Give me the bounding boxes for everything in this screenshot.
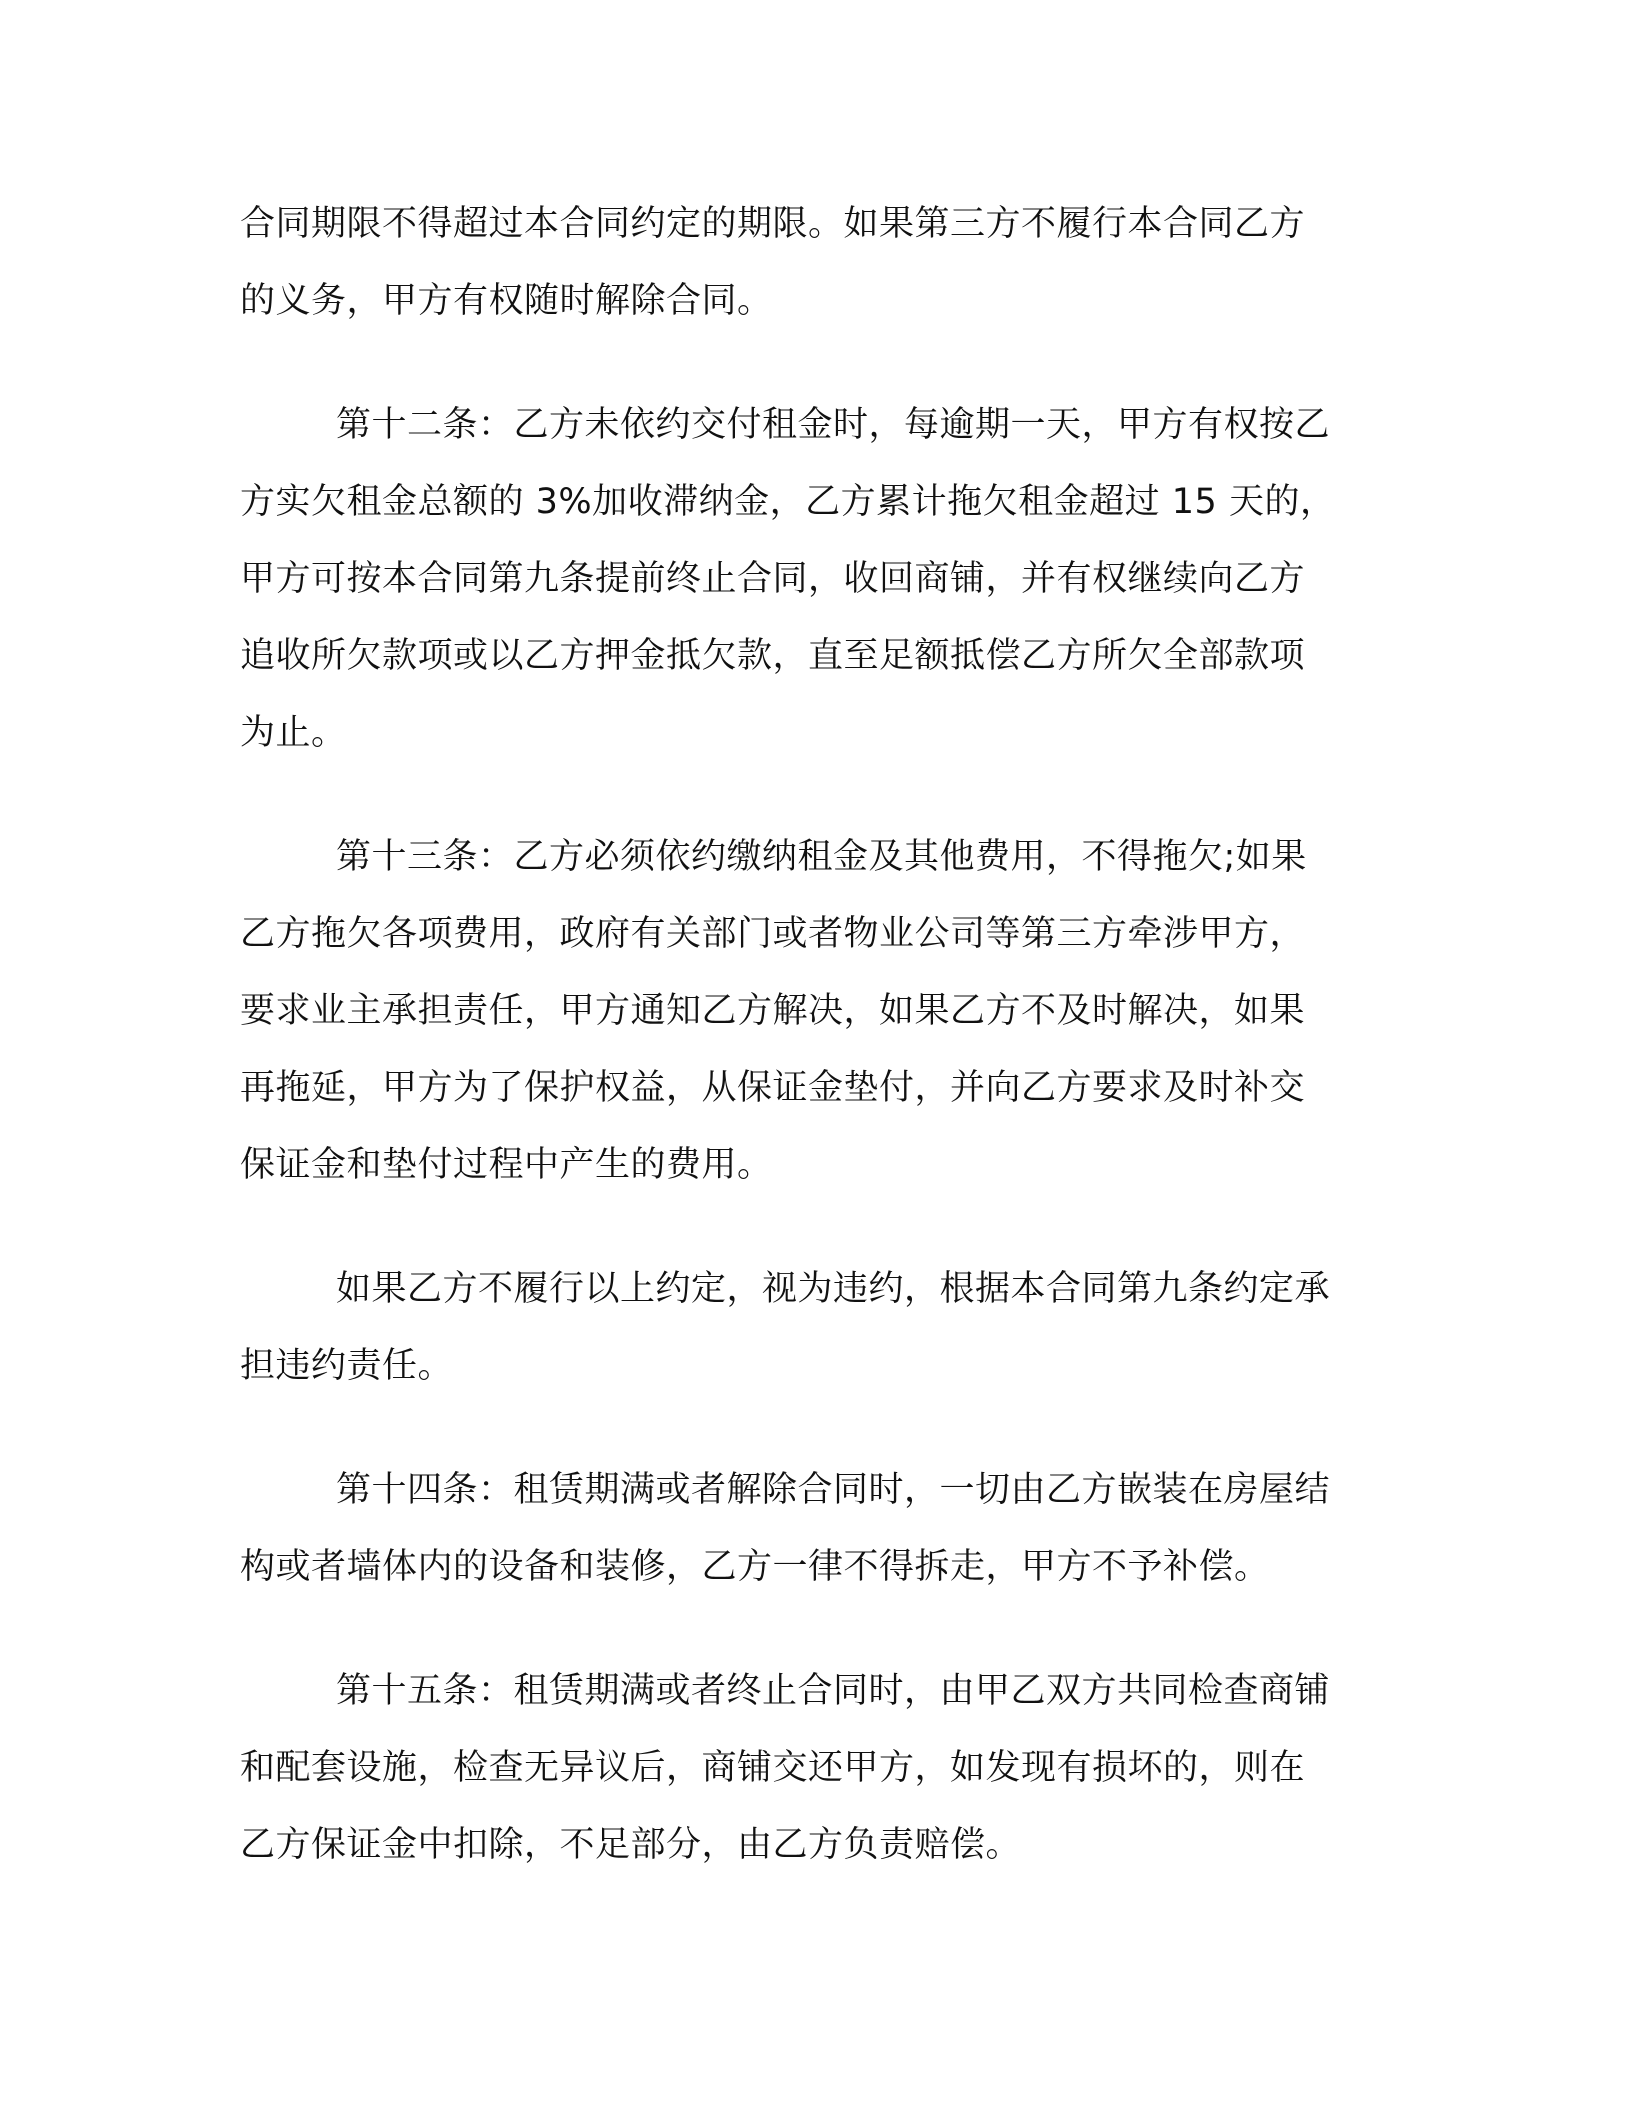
text-line: 第十四条：租赁期满或者解除合同时，一切由乙方嵌装在房屋结 [336, 1470, 1331, 1510]
paragraph-breach-clause [240, 1251, 1370, 1405]
text-line: 保证金和垫付过程中产生的费用。 [240, 1145, 773, 1185]
paragraph-article-13 [240, 819, 1370, 1204]
paragraph-article-15 [240, 1653, 1370, 1884]
text-line: 为止。 [240, 713, 347, 753]
text-line: 再拖延，甲方为了保护权益，从保证金垫付，并向乙方要求及时补交 [240, 1068, 1306, 1108]
text-line: 要求业主承担责任，甲方通知乙方解决，如果乙方不及时解决，如果 [240, 991, 1306, 1031]
text-line: 构或者墙体内的设备和装修，乙方一律不得拆走，甲方不予补偿。 [240, 1547, 1270, 1587]
text-line: 甲方可按本合同第九条提前终止合同，收回商铺，并有权继续向乙方 [240, 559, 1306, 599]
text-line: 第十三条：乙方必须依约缴纳租金及其他费用，不得拖欠;如果 [336, 837, 1307, 877]
paragraph-article-14 [240, 1452, 1370, 1606]
text-line: 乙方保证金中扣除，不足部分，由乙方负责赔偿。 [240, 1825, 1022, 1865]
text-line: 追收所欠款项或以乙方押金抵欠款，直至足额抵偿乙方所欠全部款项 [240, 636, 1306, 676]
text-line: 和配套设施，检查无异议后，商铺交还甲方，如发现有损坏的，则在 [240, 1748, 1306, 1788]
text-line: 方实欠租金总额的 3%加收滞纳金，乙方累计拖欠租金超过 15 天的， [240, 482, 1336, 522]
text-line: 乙方拖欠各项费用，政府有关部门或者物业公司等第三方牵涉甲方， [240, 914, 1306, 954]
text-line: 如果乙方不履行以上约定，视为违约，根据本合同第九条约定承 [336, 1269, 1331, 1309]
text-line: 第十二条：乙方未依约交付租金时，每逾期一天，甲方有权按乙 [336, 405, 1331, 445]
text-line: 第十五条：租赁期满或者终止合同时，由甲乙双方共同检查商铺 [336, 1671, 1331, 1711]
text-line: 担违约责任。 [240, 1346, 454, 1386]
text-line: 合同期限不得超过本合同约定的期限。如果第三方不履行本合同乙方 [240, 204, 1306, 244]
text-line: 的义务，甲方有权随时解除合同。 [240, 281, 773, 321]
paragraph-article-12 [240, 387, 1370, 772]
document-body [240, 186, 1370, 1931]
paragraph-contract-term [240, 186, 1370, 340]
